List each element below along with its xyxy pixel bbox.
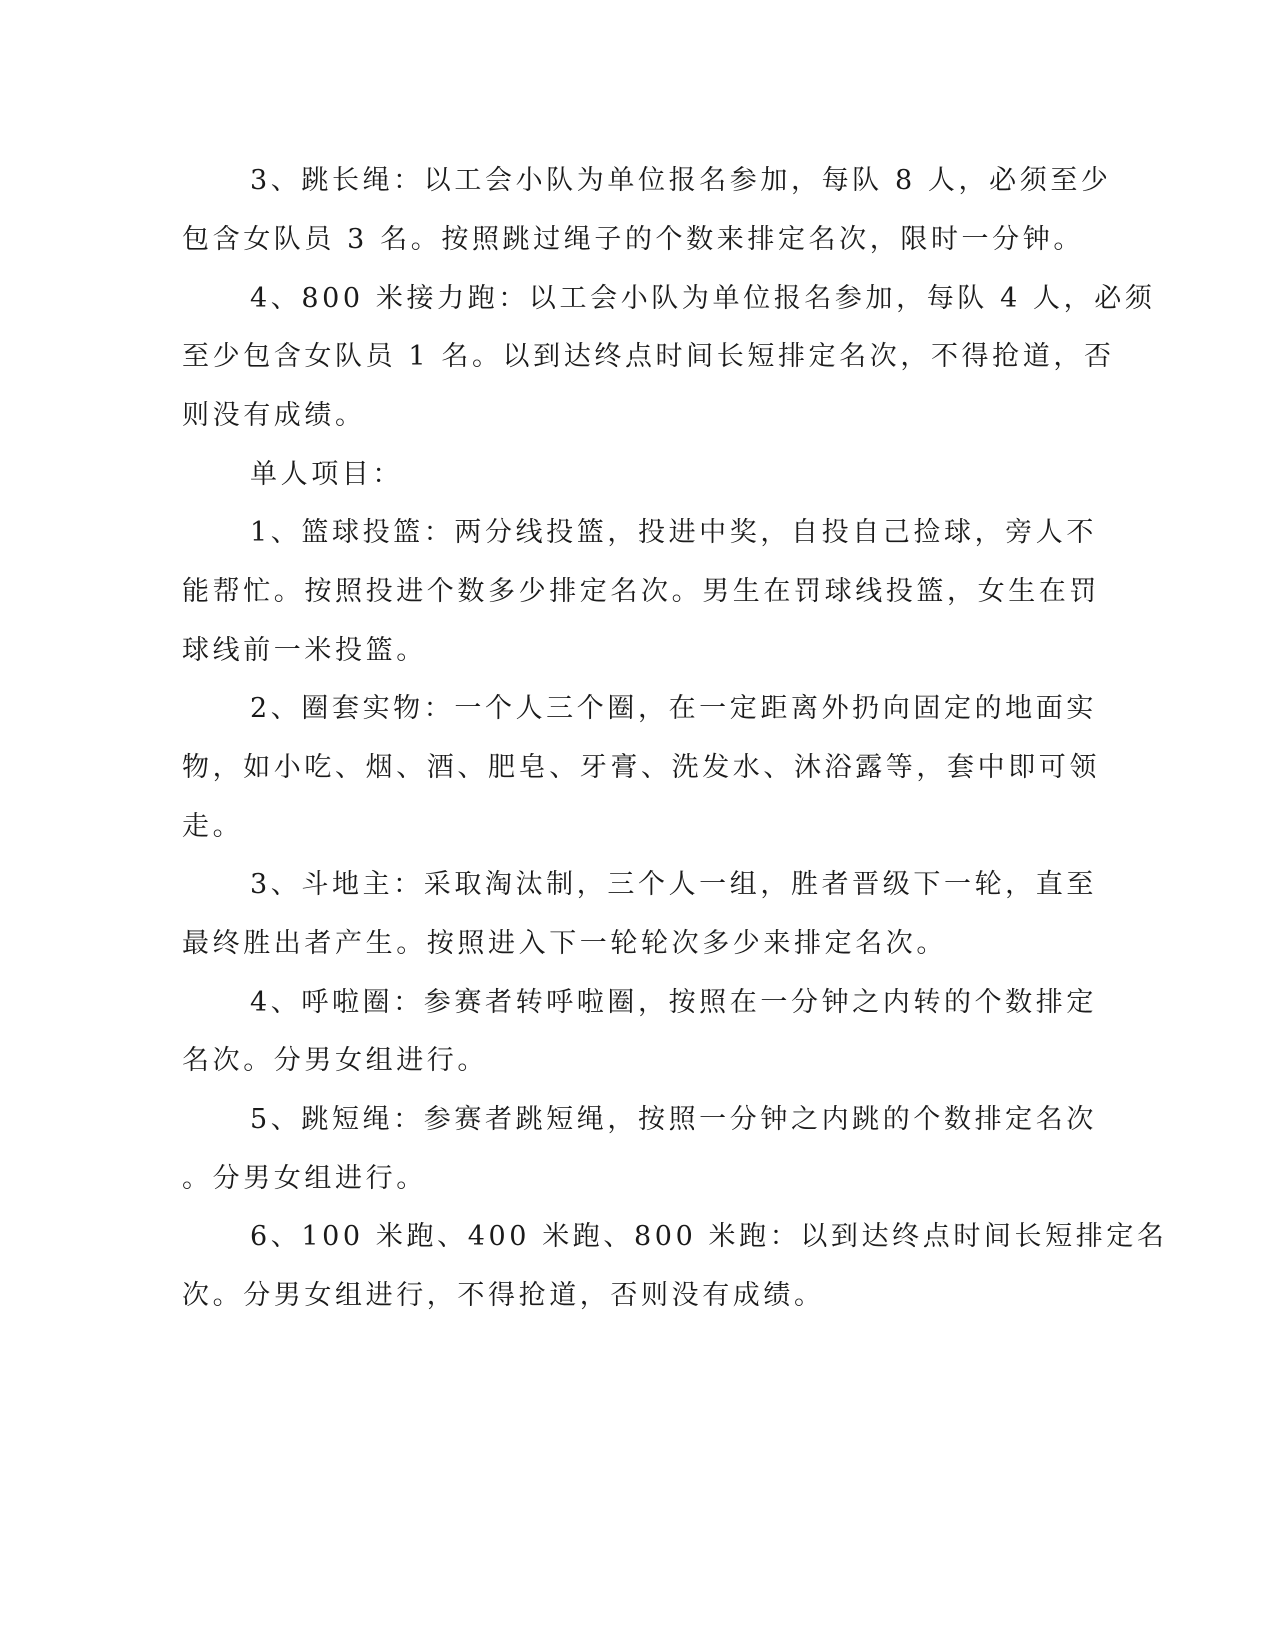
paragraph-4-line-3: 球线前一米投篮。 xyxy=(182,635,427,666)
paragraph-9-line-1: 6、100 米跑、400 米跑、800 米跑：以到达终点时间长短排定名 xyxy=(250,1221,1168,1252)
paragraph-5-line-3: 走。 xyxy=(182,811,244,842)
paragraph-1-line-2: 包含女队员 3 名。按照跳过绳子的个数来排定名次，限时一分钟。 xyxy=(182,224,1084,255)
section-heading-single-events: 单人项目： xyxy=(250,459,403,490)
paragraph-6-line-1: 3、斗地主：采取淘汰制，三个人一组，胜者晋级下一轮，直至 xyxy=(250,869,1097,900)
paragraph-9-line-2: 次。分男女组进行，不得抢道，否则没有成绩。 xyxy=(182,1280,825,1311)
paragraph-7-line-1: 4、呼啦圈：参赛者转呼啦圈，按照在一分钟之内转的个数排定 xyxy=(250,987,1097,1018)
paragraph-4-line-1: 1、篮球投篮：两分线投篮，投进中奖，自投自己捡球，旁人不 xyxy=(250,517,1097,548)
paragraph-7-line-2: 名次。分男女组进行。 xyxy=(182,1045,488,1076)
paragraph-2-line-2: 至少包含女队员 1 名。以到达终点时间长短排定名次，不得抢道，否 xyxy=(182,341,1115,372)
paragraph-6-line-2: 最终胜出者产生。按照进入下一轮轮次多少来排定名次。 xyxy=(182,928,947,959)
paragraph-2-line-3: 则没有成绩。 xyxy=(182,400,366,431)
paragraph-2-line-1: 4、800 米接力跑：以工会小队为单位报名参加，每队 4 人，必须 xyxy=(250,283,1156,314)
paragraph-8-line-2: 。分男女组进行。 xyxy=(182,1163,427,1194)
paragraph-5-line-1: 2、圈套实物：一个人三个圈，在一定距离外扔向固定的地面实 xyxy=(250,693,1097,724)
paragraph-5-line-2: 物，如小吃、烟、酒、肥皂、牙膏、洗发水、沐浴露等，套中即可领 xyxy=(182,752,1100,783)
paragraph-8-line-1: 5、跳短绳：参赛者跳短绳，按照一分钟之内跳的个数排定名次 xyxy=(250,1104,1097,1135)
paragraph-4-line-2: 能帮忙。按照投进个数多少排定名次。男生在罚球线投篮，女生在罚 xyxy=(182,576,1100,607)
paragraph-1-line-1: 3、跳长绳：以工会小队为单位报名参加，每队 8 人，必须至少 xyxy=(250,165,1112,196)
